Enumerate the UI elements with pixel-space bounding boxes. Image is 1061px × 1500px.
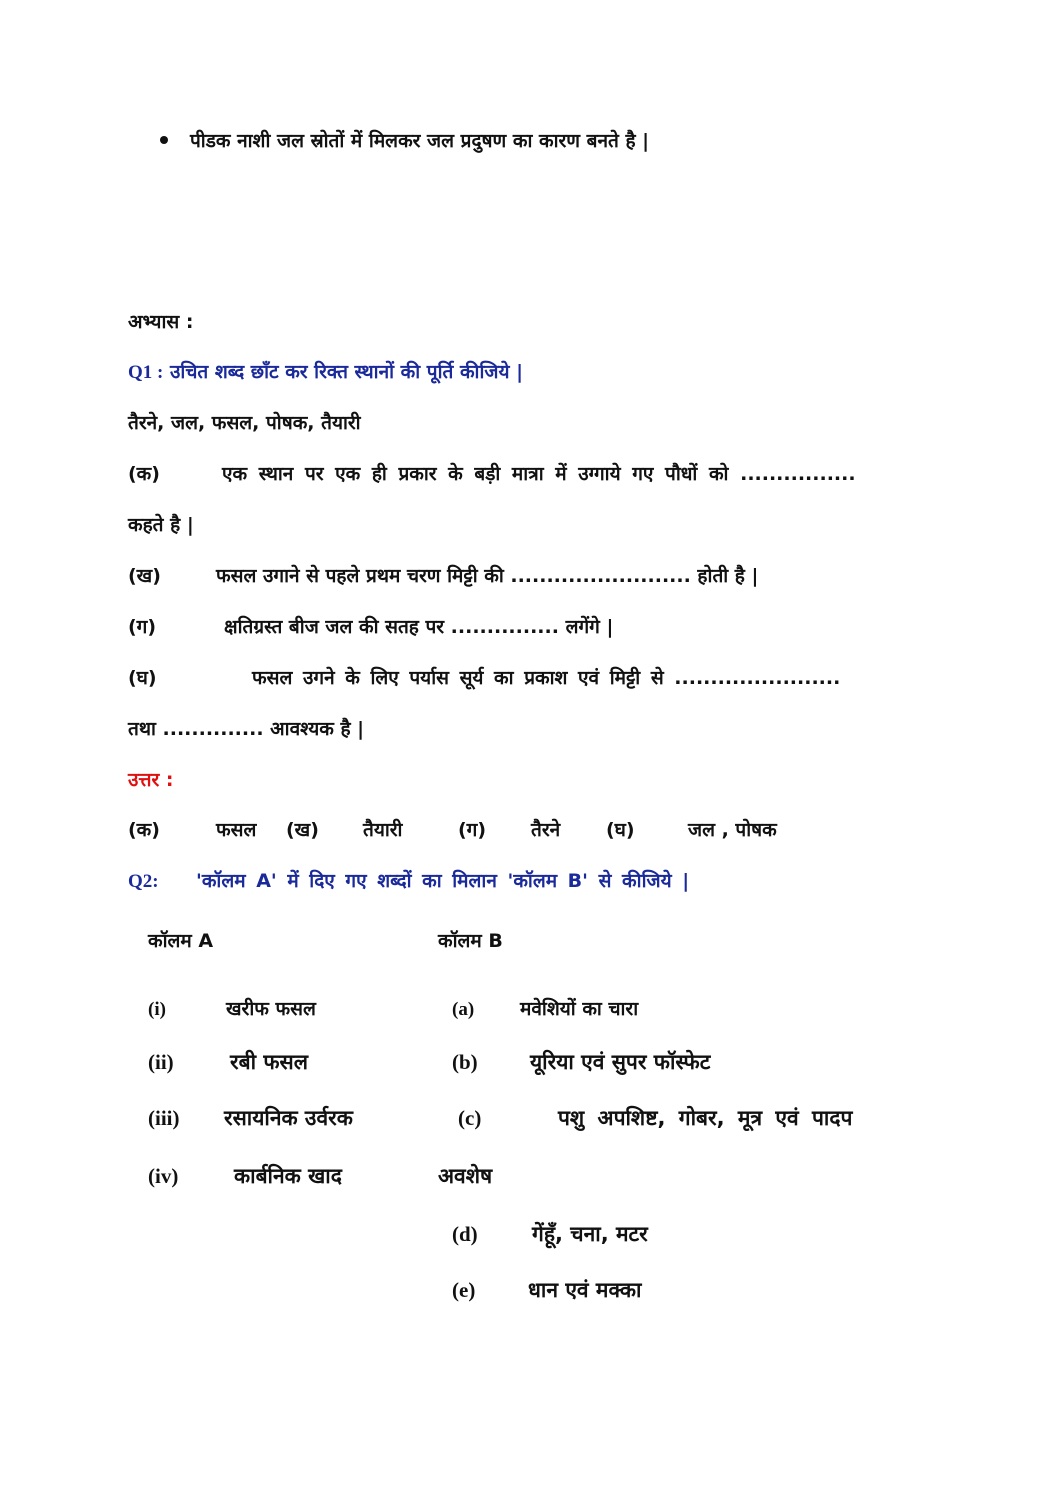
item-text: कार्बनिक खाद bbox=[234, 1164, 342, 1188]
item-marker: (ii) bbox=[148, 1050, 174, 1074]
q1-label: Q1 : bbox=[128, 362, 164, 383]
answer-marker-ga: (ग) bbox=[458, 819, 487, 841]
item-text: गेंहूँ, चना, मटर bbox=[532, 1222, 648, 1246]
item-marker: (क) bbox=[128, 463, 160, 485]
column-b-item-e bbox=[452, 1280, 642, 1301]
item-marker: (a) bbox=[452, 999, 475, 1020]
q1-word-bank: तैरने, जल, फसल, पोषक, तैयारी bbox=[128, 412, 361, 434]
column-a-item-iii bbox=[148, 1108, 353, 1129]
item-text: धान एवं मक्का bbox=[528, 1278, 642, 1302]
item-marker: (i) bbox=[148, 999, 166, 1020]
bullet-point bbox=[160, 132, 649, 151]
exercise-heading: अभ्यास : bbox=[128, 311, 194, 333]
q1-item-ka bbox=[128, 465, 856, 484]
item-text: फसल उगने के लिए पर्यास सूर्य का प्रकाश एवं मिट्टी से ....................... bbox=[252, 667, 841, 689]
item-marker: (ख) bbox=[128, 565, 161, 587]
answer-value-kha: तैयारी bbox=[363, 819, 403, 841]
column-b-item-a bbox=[452, 1000, 638, 1019]
item-marker: (c) bbox=[458, 1106, 482, 1130]
answer-value-gha: जल , पोषक bbox=[688, 819, 777, 841]
column-a-item-i bbox=[148, 1000, 316, 1019]
item-marker: (e) bbox=[452, 1278, 476, 1302]
item-text: एक स्थान पर एक ही प्रकार के बड़ी मात्रा में उग्गाये गए पौधों को ................ bbox=[222, 463, 856, 485]
answer-heading: उत्तर : bbox=[128, 769, 174, 791]
q1-item-ka-continuation: कहते है | bbox=[128, 514, 194, 536]
answer-value-ka: फसल bbox=[216, 819, 257, 841]
answer-marker-ka: (क) bbox=[128, 819, 160, 841]
q1-question bbox=[128, 363, 523, 382]
item-text: पशु अपशिष्ट, गोबर, मूत्र एवं पादप bbox=[558, 1106, 853, 1130]
item-text: क्षतिग्रस्त बीज जल की सतह पर ............... लगेंगे | bbox=[224, 616, 614, 638]
bullet-text: पीडक नाशी जल स्रोतों में मिलकर जल प्रदुषण का कारण बनते है | bbox=[190, 130, 650, 152]
q1-item-ga bbox=[128, 618, 613, 637]
item-marker: (घ) bbox=[128, 667, 157, 689]
column-a-item-iv bbox=[148, 1166, 342, 1187]
column-b-item-c bbox=[458, 1108, 852, 1129]
item-marker: (b) bbox=[452, 1050, 478, 1074]
item-marker: (iii) bbox=[148, 1106, 180, 1130]
item-text: रसायनिक उर्वरक bbox=[224, 1106, 353, 1130]
item-text: मवेशियों का चारा bbox=[520, 998, 639, 1020]
column-b-item-b bbox=[452, 1052, 710, 1073]
item-marker: (iv) bbox=[148, 1164, 179, 1188]
column-b-item-c-continuation: अवशेष bbox=[438, 1164, 493, 1188]
q1-item-gha-continuation: तथा .............. आवश्यक है | bbox=[128, 718, 365, 740]
answer-marker-kha: (ख) bbox=[286, 819, 319, 841]
q1-item-gha bbox=[128, 669, 840, 688]
q2-question bbox=[128, 872, 689, 891]
column-a-header: कॉलम A bbox=[148, 930, 214, 952]
item-marker: (ग) bbox=[128, 616, 157, 638]
column-a-item-ii bbox=[148, 1052, 308, 1073]
answer-marker-gha: (घ) bbox=[606, 819, 635, 841]
column-b-header: कॉलम B bbox=[438, 930, 503, 952]
item-text: खरीफ फसल bbox=[226, 998, 316, 1020]
q2-label: Q2: bbox=[128, 871, 159, 892]
item-text: फसल उगाने से पहले प्रथम चरण मिट्टी की ......................... होती है | bbox=[216, 565, 759, 587]
item-text: यूरिया एवं सुपर फॉस्फेट bbox=[530, 1050, 711, 1074]
q2-prompt: 'कॉलम A' में दिए गए शब्दों का मिलान 'कॉलम B' से कीजिये | bbox=[196, 870, 690, 892]
bullet-icon bbox=[160, 136, 168, 144]
column-b-item-d bbox=[452, 1224, 648, 1245]
q1-prompt: उचित शब्द छाँट कर रिक्त स्थानों की पूर्ति कीजिये | bbox=[169, 361, 524, 383]
item-marker: (d) bbox=[452, 1222, 478, 1246]
item-text: रबी फसल bbox=[230, 1050, 308, 1074]
answer-value-ga: तैरने bbox=[531, 819, 561, 841]
q1-item-kha bbox=[128, 567, 758, 586]
